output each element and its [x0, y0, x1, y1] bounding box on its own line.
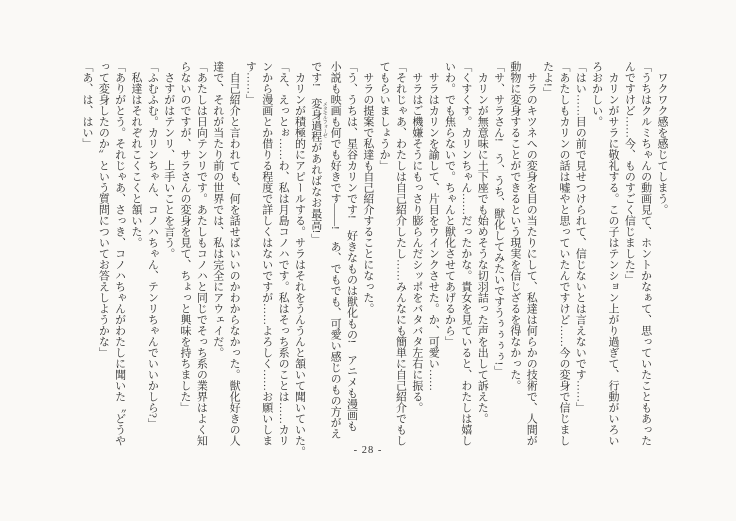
- text-column: 小説も映画も何でも好きです――! あ、でもでも、可愛い感じのもの方がえ: [329, 61, 342, 439]
- text-column: サラの提案で私達も自己紹介することになった。: [361, 72, 374, 314]
- text-column: 「はい……目の前で見せつけられて、信じないとは言えないです……」: [574, 61, 587, 413]
- text-column: カリンがサラに敬礼する。この子はテンション上がり過ぎて、行動がいろい: [606, 72, 619, 446]
- text-column: サラのキツネへの変身を目の当たりにして、私達は何らかの技術で、人間が: [525, 72, 538, 446]
- text-column: ンから漫画とか借りる程度で詳しくはないですが……よろしく……お願いしま: [260, 61, 273, 446]
- text-column: 「あたしは日向テンリです。あたしもコノハと同じでそっち系の業界はよく知: [195, 61, 208, 446]
- text-column: 「え、えっとぉ……わ、私は月島コノハです。私はそっち系のことは……カリ: [277, 61, 290, 446]
- text-column: らないのですが、サラさんの変身を見て、ちょっと興味を持ちました」: [179, 61, 192, 413]
- text-column: 「うちはクルミちゃんの動画見て、ホントかなぁて、思っていたこともあった: [639, 61, 652, 446]
- text-column: さすがはテンリ、上手いことを言う。: [162, 72, 175, 259]
- text-column: 私達はそれぞれこくこくと頷いた。: [130, 72, 142, 248]
- text-column: いわ。でも焦らないで。ちゃんと獣化させてあげるから」: [443, 61, 456, 347]
- page-number: - 28 -: [353, 445, 383, 456]
- text-column: 自己紹介と言われても、何を話せばいいのかわからなかった。獣化好きの人: [228, 72, 241, 446]
- text-column: 達で、それが当たり前の世界では、私は完全にアウェイだ。: [211, 61, 224, 358]
- text-column: 「あたしもカリンの話は嘘やと思っていたんですけど……今の変身で信じまし: [557, 61, 570, 446]
- text-column: って変身したのか〟という質問についてお答えしようかな」: [97, 61, 110, 358]
- text-column: ろおかしい。: [590, 61, 603, 127]
- text-column: 「サ、サラさん! う、うち、獣化してみたいですうぅぅぅぅ!」: [492, 61, 505, 377]
- text-column: 動物に変身することができるという現実を信じざるを得なかった。: [508, 61, 521, 391]
- text-column: 「それじゃあ、わたしは自己紹介したし……みんなにも簡単に自己紹介でもし: [394, 61, 407, 446]
- text-column: てもらいましょうか」: [378, 61, 391, 171]
- text-column: サラはカリンを諭して、片目をウインクさせた。か、可愛い……: [427, 72, 440, 391]
- text-column: ワクワク感を感じてしまう。: [656, 72, 668, 215]
- text-column: 「ありがとう。それじゃあ、さっき、コノハちゃんがわたしに聞いた〝どうや: [113, 61, 126, 446]
- text-column: です! 変身過程 メタモルフォーゼがあればなお最高!」: [309, 61, 327, 245]
- text-column: たよ!」: [541, 61, 554, 98]
- furigana-ruby: 変身過程 メタモルフォーゼ: [309, 97, 327, 142]
- text-column: す……」: [244, 61, 257, 105]
- text-column: サラはご機嫌そうにもっさり膨らんだシッポをバタバタ左右に振る。: [410, 72, 423, 413]
- text-column: んですけど……今、ものすごく信じました!」: [623, 61, 636, 285]
- text-column: 「くすくす。カリンちゃん……だったかな。貴女を見ていると、わたしは嬉し: [459, 61, 472, 446]
- text-column: 「う、うちは、星谷カリンです! 好きなものは獣化もの! アニメも漫画も: [345, 61, 358, 432]
- text-column: 「ふむふむ。カリンちゃん、コノハちゃん、テンリちゃんでいいかしら?」: [146, 61, 159, 429]
- text-column: 「あ、は、はい」: [80, 61, 93, 149]
- text-column: カリンが無意味に土下座でも始めそうな切羽詰った声を出して訴えた。: [476, 72, 489, 424]
- text-column: カリンが積極的にアピールする。サラはそれをうんうんと頷いて聞いていた。: [293, 72, 306, 457]
